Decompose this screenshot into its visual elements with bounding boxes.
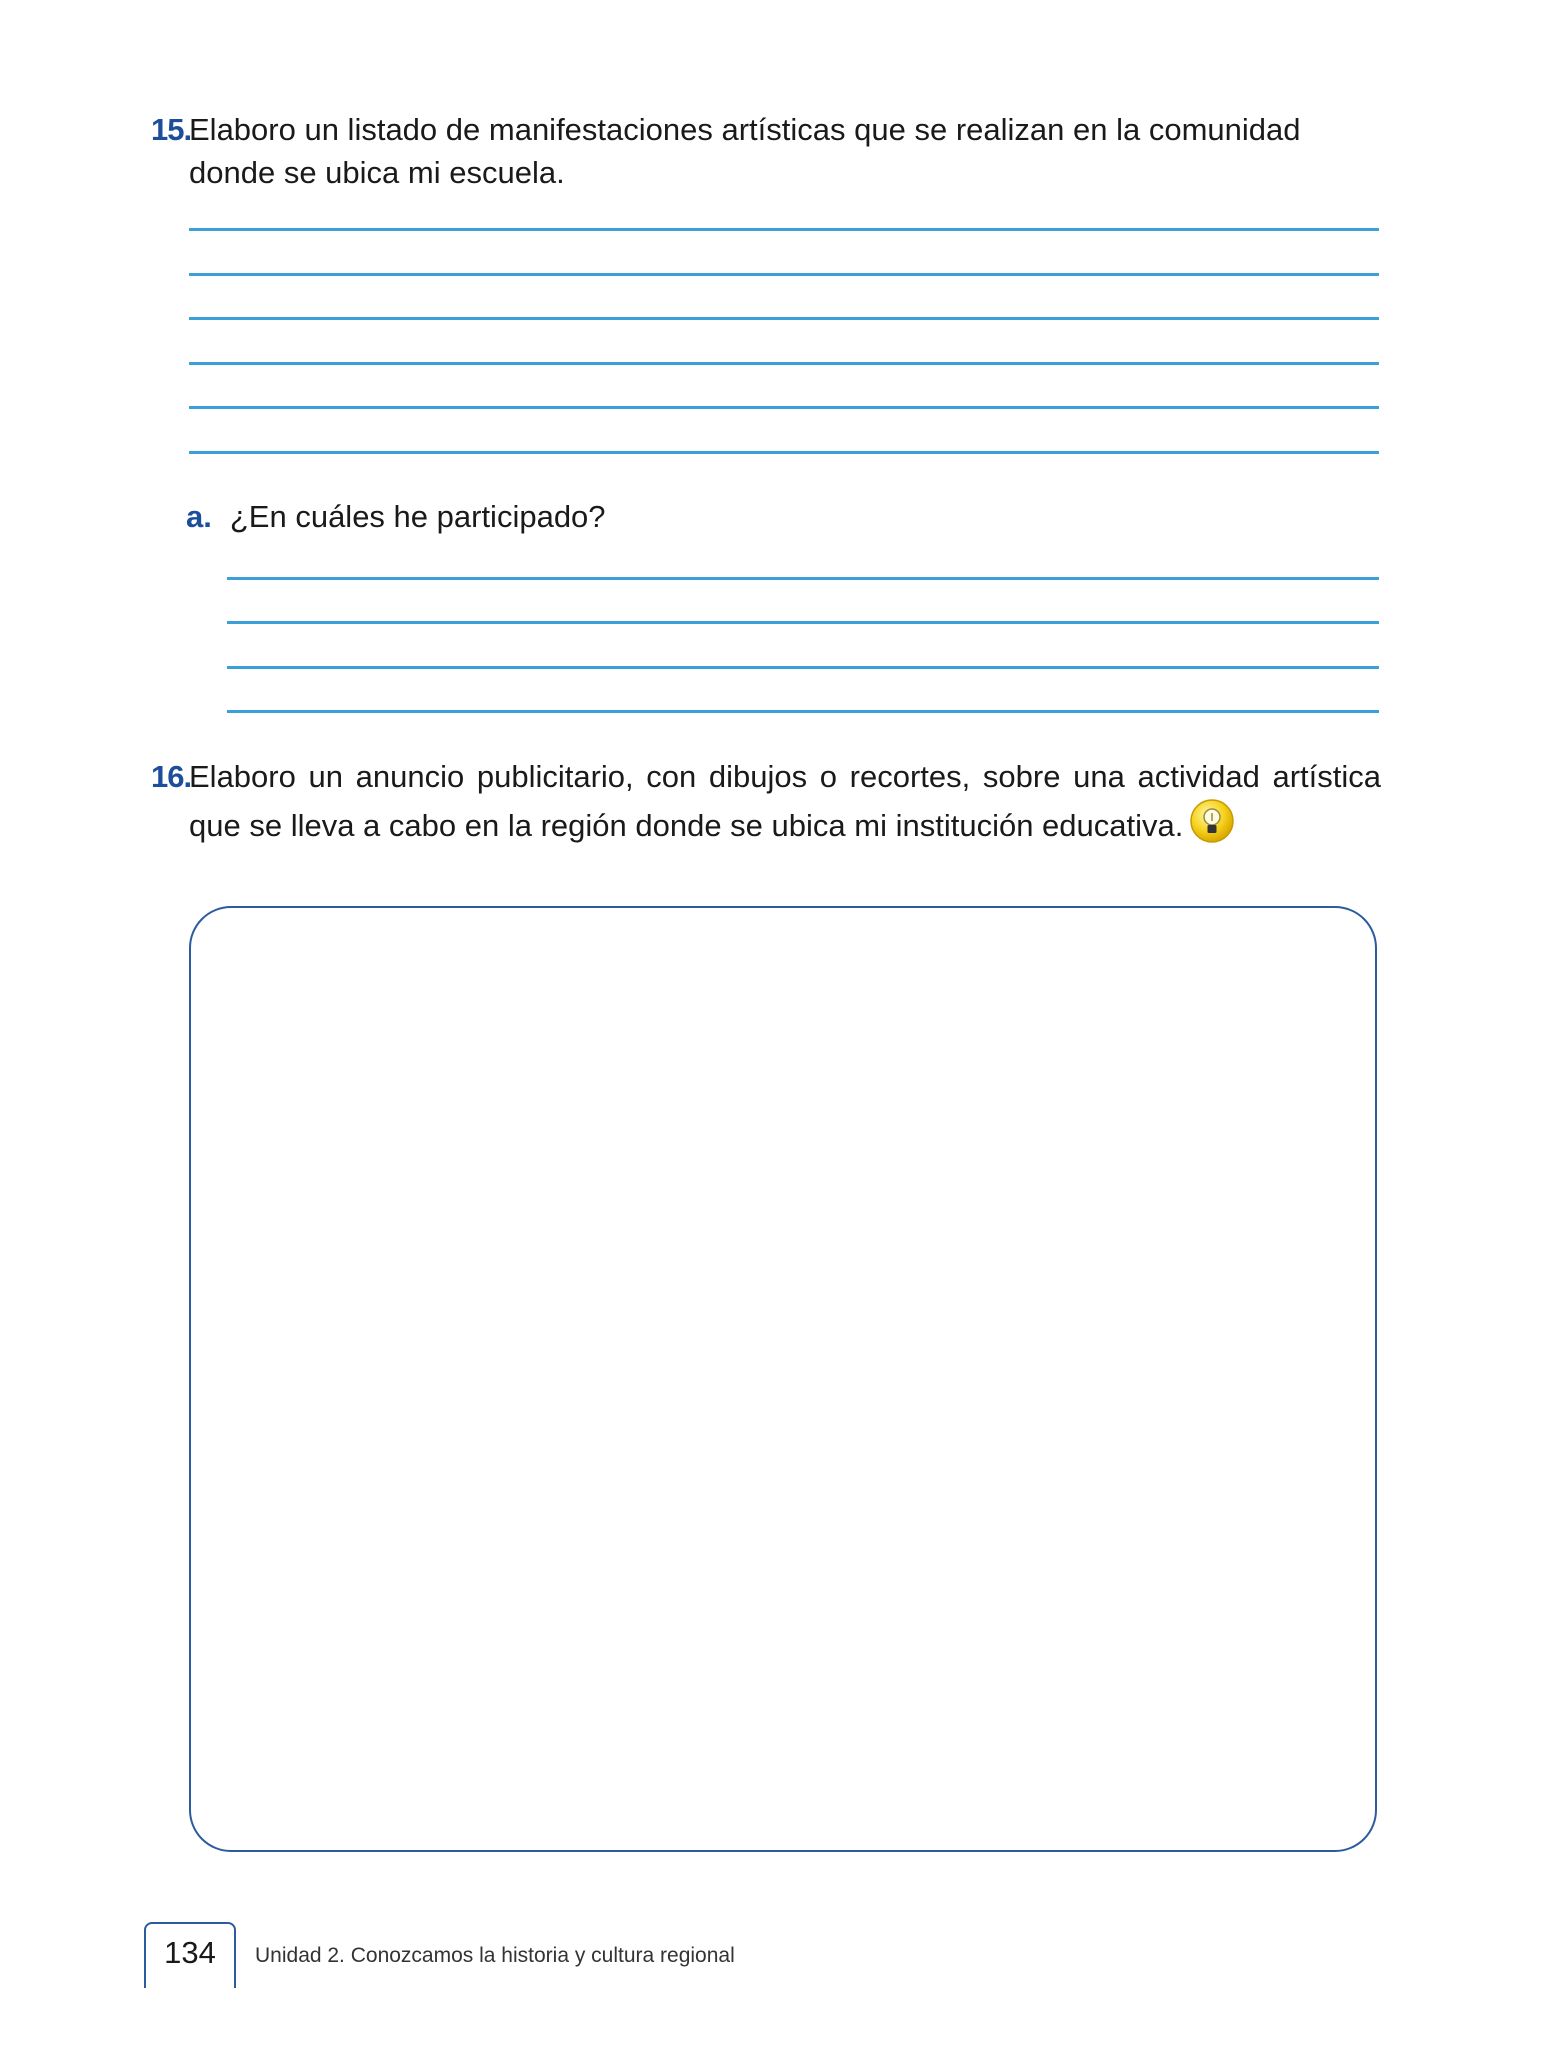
answer-line[interactable] [227,621,1379,624]
lightbulb-icon [1189,798,1235,844]
question-15 [151,108,1381,194]
question-number: 15. [151,112,192,147]
page-number: 134 [144,1922,236,1988]
answer-line[interactable] [189,451,1379,454]
answer-line[interactable] [189,228,1379,231]
drawing-area[interactable] [189,906,1377,1852]
answer-line[interactable] [227,666,1379,669]
sub-question-text: ¿En cuáles he participado? [229,499,606,534]
question-text: Elaboro un listado de manifestaciones artísticas que se realizan en la comunidad donde se ubica mi escuela. [189,112,1301,190]
answer-line[interactable] [189,317,1379,320]
answer-line[interactable] [227,577,1379,580]
question-text [151,755,1381,847]
answer-line[interactable] [189,362,1379,365]
answer-line[interactable] [227,710,1379,713]
sub-question-a [186,495,606,538]
unit-title: Unidad 2. Conozcamos la historia y cultura regional [255,1944,735,1967]
question-text-content: Elaboro un anuncio publicitario, con dibujos o recortes, sobre una actividad artística que se lleva a cabo en la región donde se ubica mi institución educativa. [189,759,1381,843]
answer-line[interactable] [189,273,1379,276]
question-number: 16. [151,759,192,794]
answer-line[interactable] [189,406,1379,409]
question-16 [151,755,1381,847]
sub-question-letter: a. [186,499,212,534]
